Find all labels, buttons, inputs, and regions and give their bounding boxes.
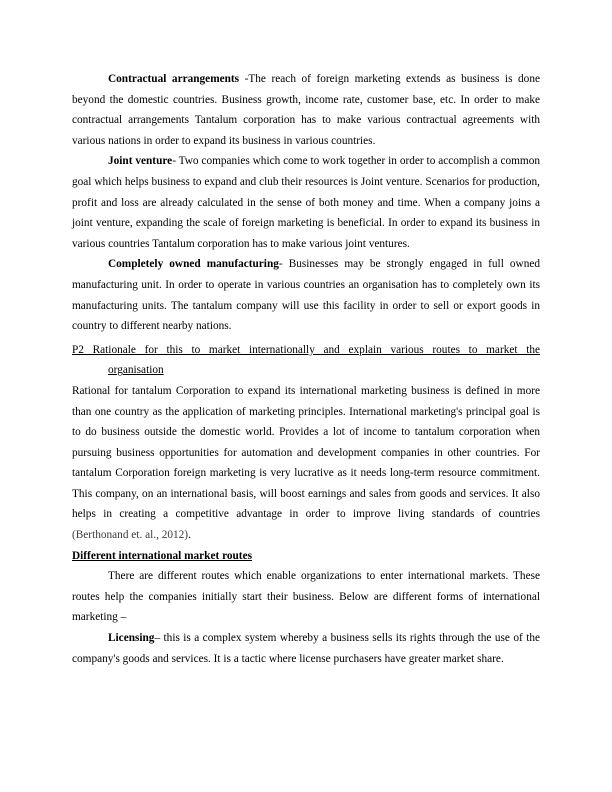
term-licensing: Licensing: [108, 632, 155, 645]
section-heading-p2: [72, 340, 540, 381]
paragraph-text: -The reach of foreign marketing extends as business is done beyond the domestic countries. Business growth, income rate, customer base, etc. In order to make contractual arrangements Tantalum corporation has to make various contractual agreements with various nations in order to expand its business in various countries.: [72, 73, 540, 147]
paragraph-rationale: [72, 381, 540, 546]
document-body: [72, 69, 540, 669]
heading-line-2: organisation: [108, 364, 164, 377]
term-owned-manufacturing: Completely owned manufacturing: [108, 258, 279, 271]
paragraph-text: – this is a complex system whereby a business sells its rights through the use of the company's goods and services. It is a tactic where license purchasers have greater market share.: [72, 632, 540, 665]
paragraph-text: - Two companies which come to work together in order to accomplish a common goal which helps business to expand and club their resources is Joint venture. Scenarios for production, profit and loss are already calculated in the sense of both money and time. When a company joins a joint venture, expanding the scale of foreign marketing is beneficial. In order to expand its business in various countries Tantalum corporation has to make various joint ventures.: [72, 155, 540, 250]
section-heading-routes: [72, 546, 540, 567]
citation: (Berthonand et. al., 2012): [72, 529, 189, 542]
paragraph-licensing: [72, 628, 540, 669]
heading-line-1: P2 Rationale for this to market internationally and explain various routes to market the: [72, 343, 540, 356]
paragraph-contractual-arrangements: [72, 69, 540, 151]
sentence-end: .: [188, 529, 191, 542]
paragraph-text: - Businesses may be strongly engaged in full owned manufacturing unit. In order to operate in various countries an organisation has to completely own its manufacturing units. The tantalum company will use this facility in order to sell or export goods in country to different nearby nations.: [72, 258, 541, 333]
term-contractual-arrangements: Contractual arrangements: [108, 73, 240, 85]
paragraph-routes-intro: There are different routes which enable organizations to enter international markets. These routes help the companies initially start their business. Below are different forms of international marketing –: [72, 570, 540, 624]
paragraph-joint-venture: [72, 151, 540, 254]
paragraph-text: Rational for tantalum Corporation to expand its international marketing business is defined in more than one country as the application of marketing principles. International marketing's principal goal is to do business outside the domestic world. Provides a lot of income to tantalum corporation when pursuing business opportunities for automation and development companies in other countries. For tantalum Corporation foreign marketing is very lucrative as it needs long-term resource commitment. This company, on an international basis, will boost earnings and sales from goods and services. It also helps in creating a competitive advantage in order to improve living standards of countries: [72, 384, 540, 521]
heading-routes-text: Different international market routes: [72, 549, 252, 562]
term-joint-venture: Joint venture: [108, 155, 173, 168]
paragraph-owned-manufacturing: [72, 254, 540, 336]
